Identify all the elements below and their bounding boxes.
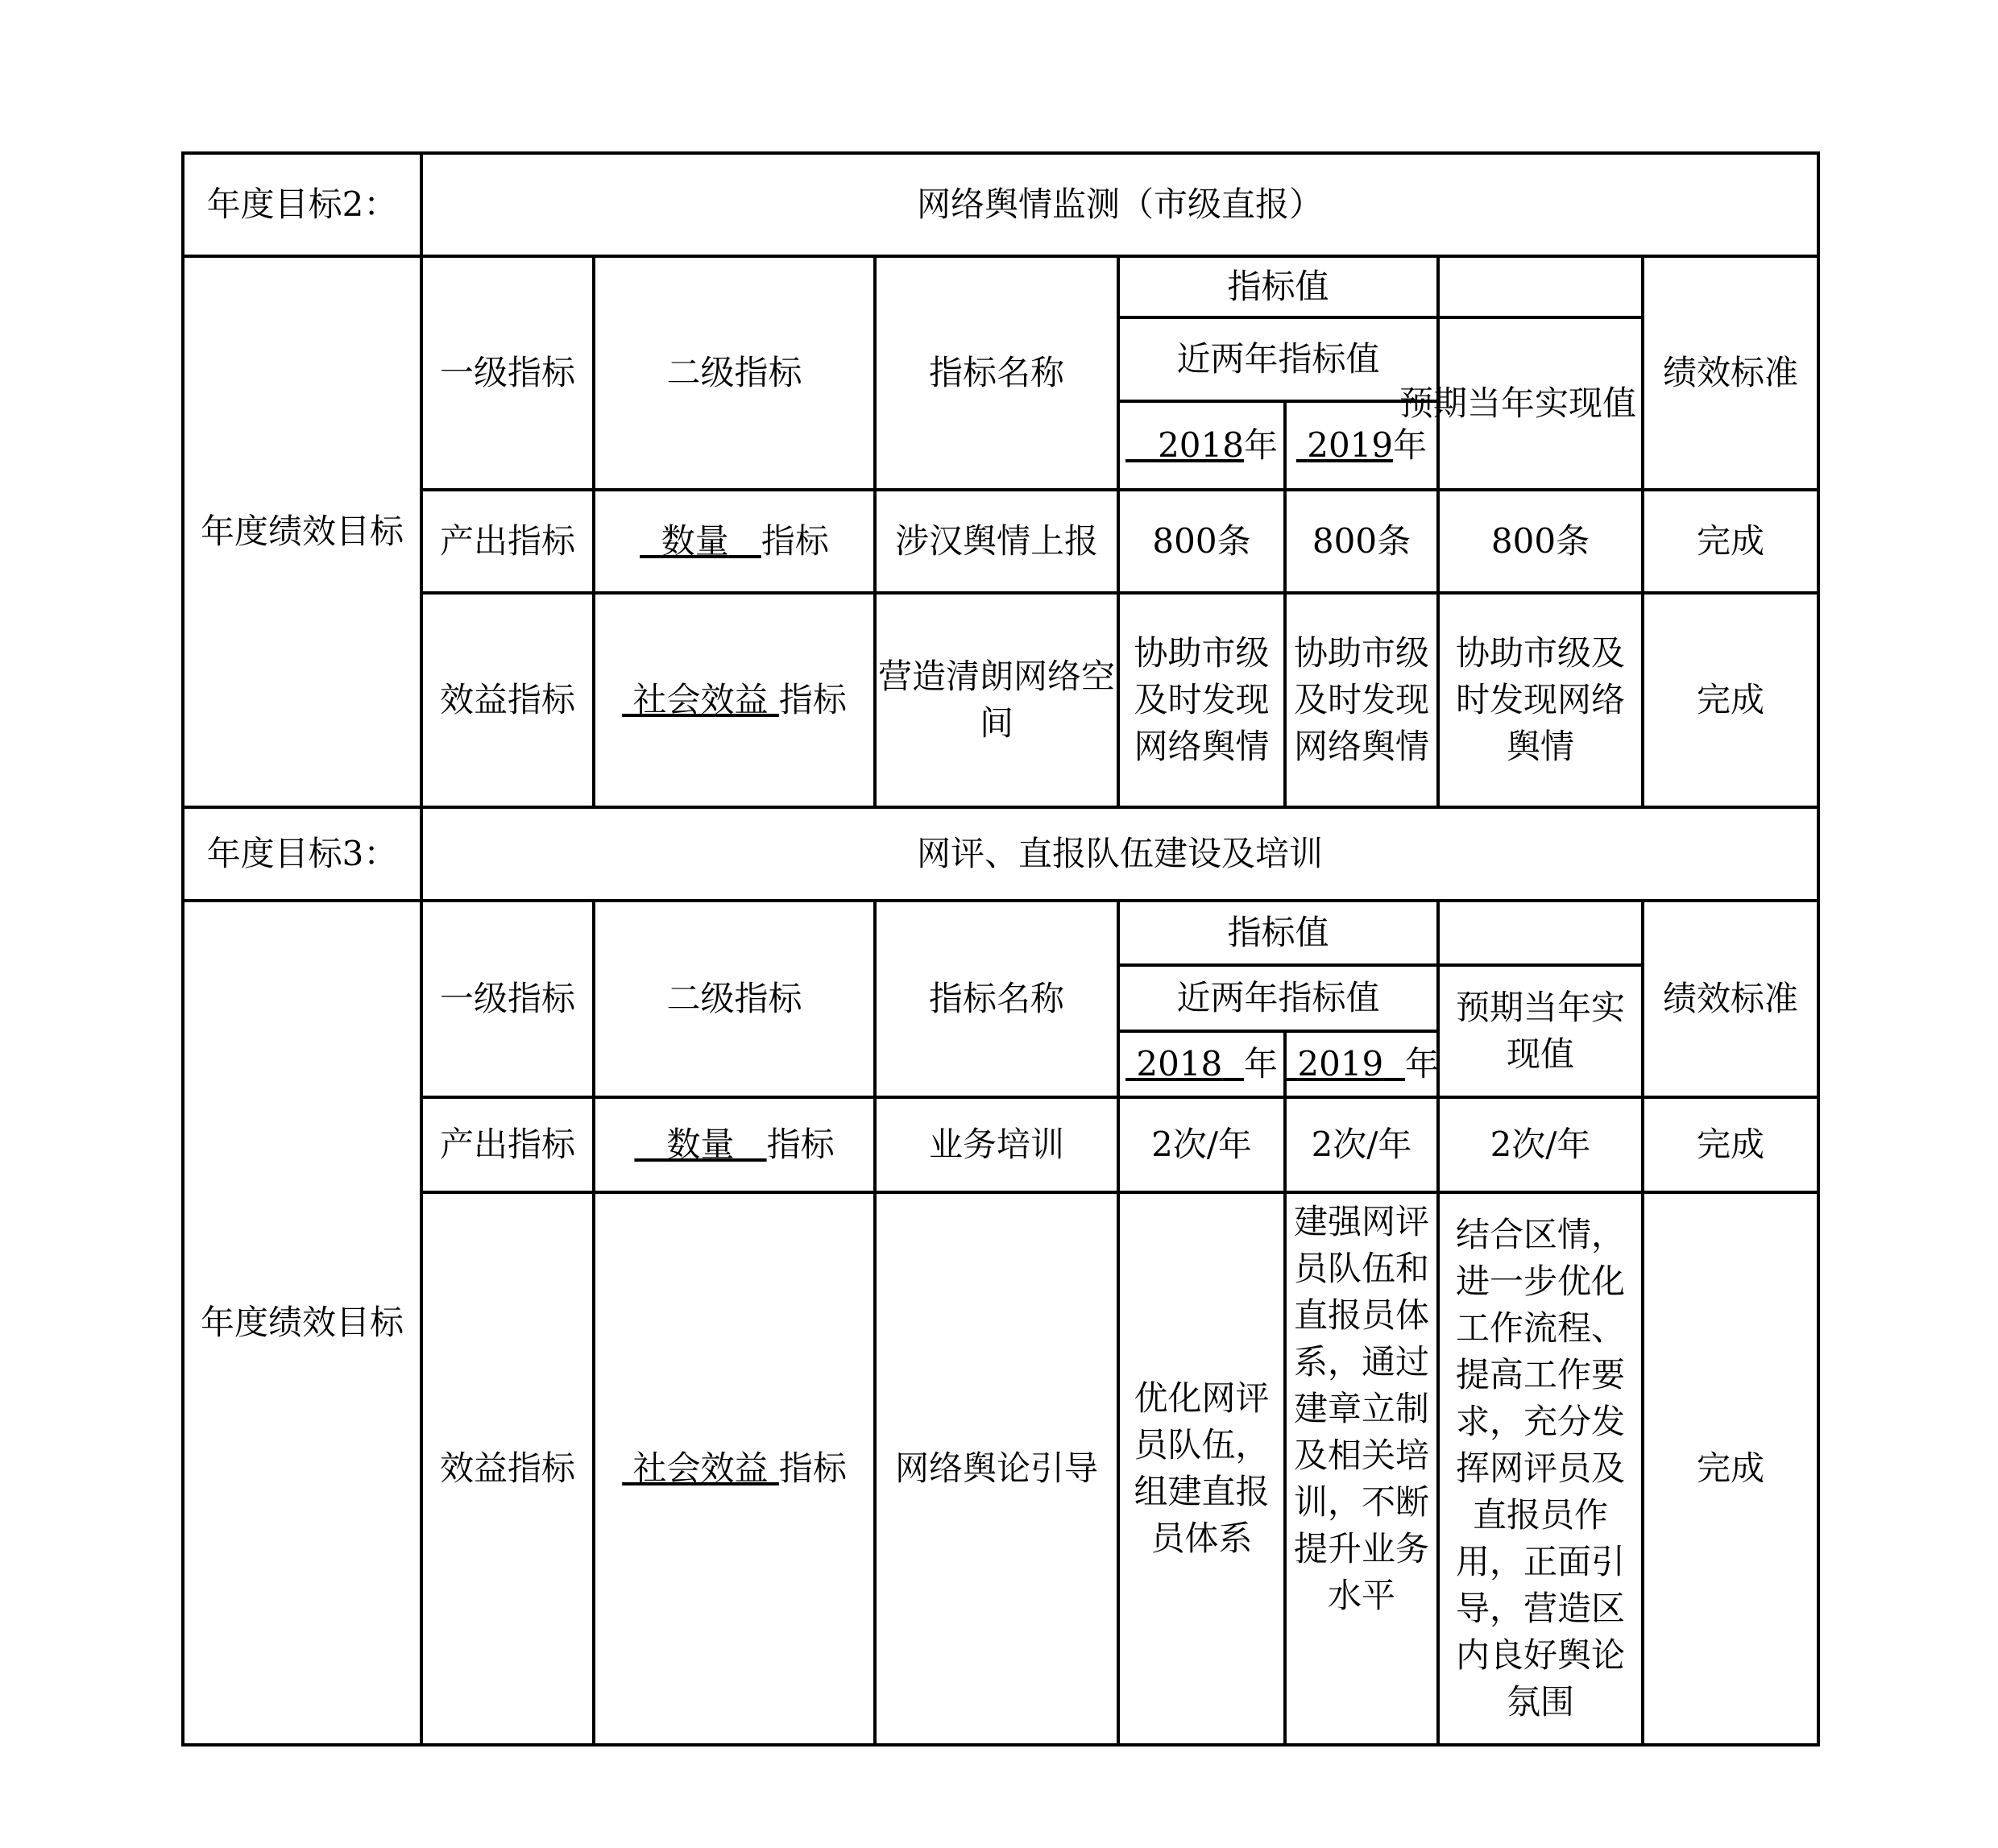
goal-title: 网络舆情监测（市级直报） — [421, 153, 1818, 256]
header-year-2018: 2018 年 — [1118, 1031, 1285, 1097]
row-2018: 优化网评员队伍，组建直报员体系 — [1118, 1192, 1285, 1745]
goal-row — [183, 153, 1818, 256]
table-row — [183, 490, 1818, 593]
row-name: 网络舆论引导 — [875, 1192, 1118, 1745]
table-row — [183, 1097, 1818, 1192]
header-expected-text: 预期当年实现值 — [1399, 383, 1636, 423]
row-expected: 结合区情，进一步优化工作流程、提高工作要求，充分发挥网评员及直报员作用，正面引导，营造区内良好舆论氛围 — [1438, 1192, 1643, 1745]
row-standard: 完成 — [1643, 1097, 1818, 1192]
row-level2: 社会效益 指标 — [594, 593, 875, 807]
header-row — [183, 901, 1818, 965]
year-2019: 2019 — [1307, 425, 1394, 465]
header-expected-top — [1438, 901, 1643, 965]
goal-row — [183, 807, 1818, 901]
header-recent: 近两年指标值 — [1118, 965, 1438, 1031]
header-standard: 绩效标准 — [1643, 901, 1818, 1097]
header-value: 指标值 — [1118, 256, 1438, 317]
row-2019: 800条 — [1285, 490, 1438, 593]
row-name: 营造清朗网络空间 — [875, 593, 1118, 807]
row-level1: 产出指标 — [421, 490, 594, 593]
row-2018: 800条 — [1118, 490, 1285, 593]
section-label: 年度绩效目标 — [183, 901, 421, 1745]
header-expected-top — [1438, 256, 1643, 317]
header-expected: 预期当年实现值 — [1438, 965, 1643, 1097]
row-expected: 协助市级及时发现网络舆情 — [1438, 593, 1643, 807]
row-standard: 完成 — [1643, 593, 1818, 807]
row-2019: 建强网评员队伍和直报员体系，通过建章立制及相关培训，不断提升业务水平 — [1285, 1192, 1438, 1745]
row-2018: 协助市级及时发现网络舆情 — [1118, 593, 1285, 807]
table-row — [183, 593, 1818, 807]
row-level1: 产出指标 — [421, 1097, 594, 1192]
header-level2: 二级指标 — [594, 256, 875, 490]
goal-title: 网评、直报队伍建设及培训 — [421, 807, 1818, 901]
row-expected: 2次/年 — [1438, 1097, 1643, 1192]
header-row — [183, 256, 1818, 317]
header-level1: 一级指标 — [421, 901, 594, 1097]
row-level1: 效益指标 — [421, 1192, 594, 1745]
row-level2: 社会效益 指标 — [594, 1192, 875, 1745]
row-level2: 数量 指标 — [594, 1097, 875, 1192]
header-name: 指标名称 — [875, 256, 1118, 490]
row-2019: 2次/年 — [1285, 1097, 1438, 1192]
header-name: 指标名称 — [875, 901, 1118, 1097]
table-row — [183, 1192, 1818, 1745]
row-expected: 800条 — [1438, 490, 1643, 593]
header-level2: 二级指标 — [594, 901, 875, 1097]
header-year-2019: 2019年 — [1285, 401, 1438, 490]
year-2018: 2018 — [1158, 425, 1244, 465]
row-level1: 效益指标 — [421, 593, 594, 807]
performance-table — [181, 151, 1820, 1746]
row-level2: 数量 指标 — [594, 490, 875, 593]
header-value: 指标值 — [1118, 901, 1438, 965]
row-name: 业务培训 — [875, 1097, 1118, 1192]
row-standard: 完成 — [1643, 1192, 1818, 1745]
goal-label: 年度目标3： — [183, 807, 421, 901]
header-year-2019: 2019 年 — [1285, 1031, 1438, 1097]
row-2019: 协助市级及时发现网络舆情 — [1285, 593, 1438, 807]
header-expected — [1399, 317, 1643, 490]
row-name: 涉汉舆情上报 — [875, 490, 1118, 593]
row-2018: 2次/年 — [1118, 1097, 1285, 1192]
section-label: 年度绩效目标 — [183, 256, 421, 807]
header-standard: 绩效标准 — [1643, 256, 1818, 490]
header-recent: 近两年指标值 — [1118, 317, 1438, 401]
row-standard: 完成 — [1643, 490, 1818, 593]
header-level1: 一级指标 — [421, 256, 594, 490]
header-year-2018: 2018年 — [1118, 401, 1285, 490]
goal-label: 年度目标2： — [183, 153, 421, 256]
